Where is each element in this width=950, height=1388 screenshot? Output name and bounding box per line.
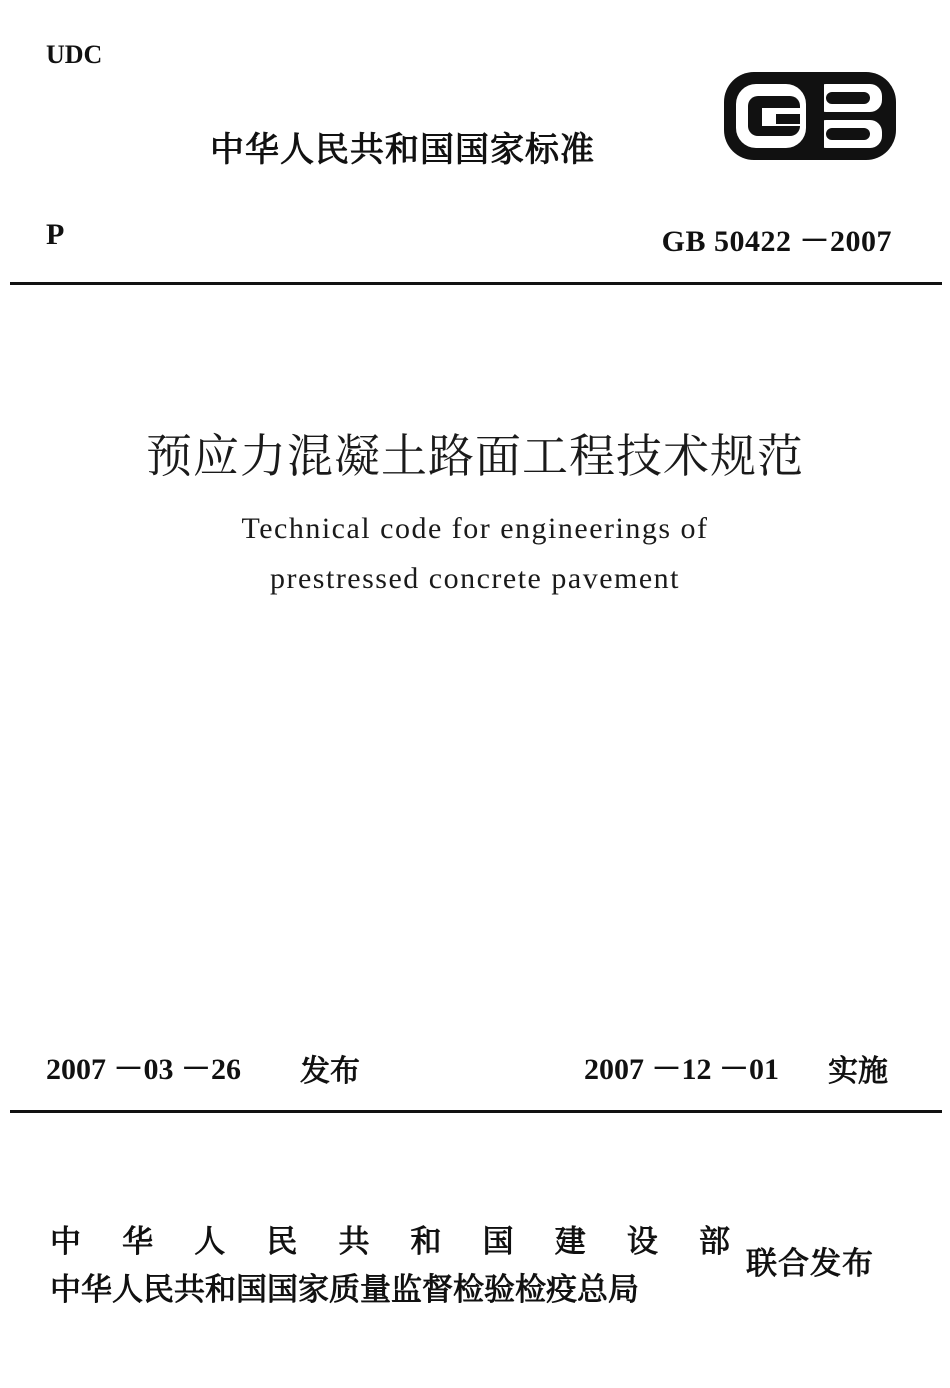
standard-number: GB 50422 －2007 bbox=[661, 225, 892, 258]
implementation-label: 实施 bbox=[828, 1054, 888, 1089]
issuer1-char: 建 bbox=[554, 1224, 586, 1260]
national-standard-heading: 中华人民共和国国家标准 bbox=[210, 130, 595, 170]
issuer1-char: 民 bbox=[266, 1224, 298, 1260]
implementation-date: 2007 －12 －01 bbox=[584, 1053, 779, 1086]
title-chinese: 预应力混凝土路面工程技术规范 bbox=[146, 429, 804, 483]
issuer1-char: 华 bbox=[122, 1224, 154, 1260]
issuer-ministry-of-construction bbox=[50, 1216, 730, 1261]
issue-date: 2007 －03 －26 bbox=[46, 1053, 241, 1086]
gb-logo bbox=[722, 68, 898, 164]
issuer1-char: 共 bbox=[338, 1224, 370, 1260]
top-divider bbox=[10, 282, 942, 285]
issuer1-char: 部 bbox=[698, 1224, 730, 1260]
bottom-divider bbox=[10, 1110, 942, 1113]
issuer-aqsiq: 中华人民共和国国家质量监督检验检疫总局 bbox=[50, 1272, 639, 1308]
joint-issue-label: 联合发布 bbox=[746, 1246, 874, 1282]
issuer1-char: 中 bbox=[50, 1224, 81, 1260]
issuer1-char: 人 bbox=[194, 1224, 226, 1260]
issuer1-char: 国 bbox=[482, 1224, 514, 1260]
udc-label: UDC bbox=[46, 40, 103, 69]
title-english-line2: prestressed concrete pavement bbox=[270, 562, 680, 595]
issue-label: 发布 bbox=[300, 1054, 360, 1089]
title-english-line1: Technical code for engineerings of bbox=[241, 512, 709, 545]
category-code: P bbox=[46, 218, 65, 251]
issuer1-char: 设 bbox=[626, 1224, 658, 1260]
issuer1-char: 和 bbox=[410, 1224, 442, 1260]
